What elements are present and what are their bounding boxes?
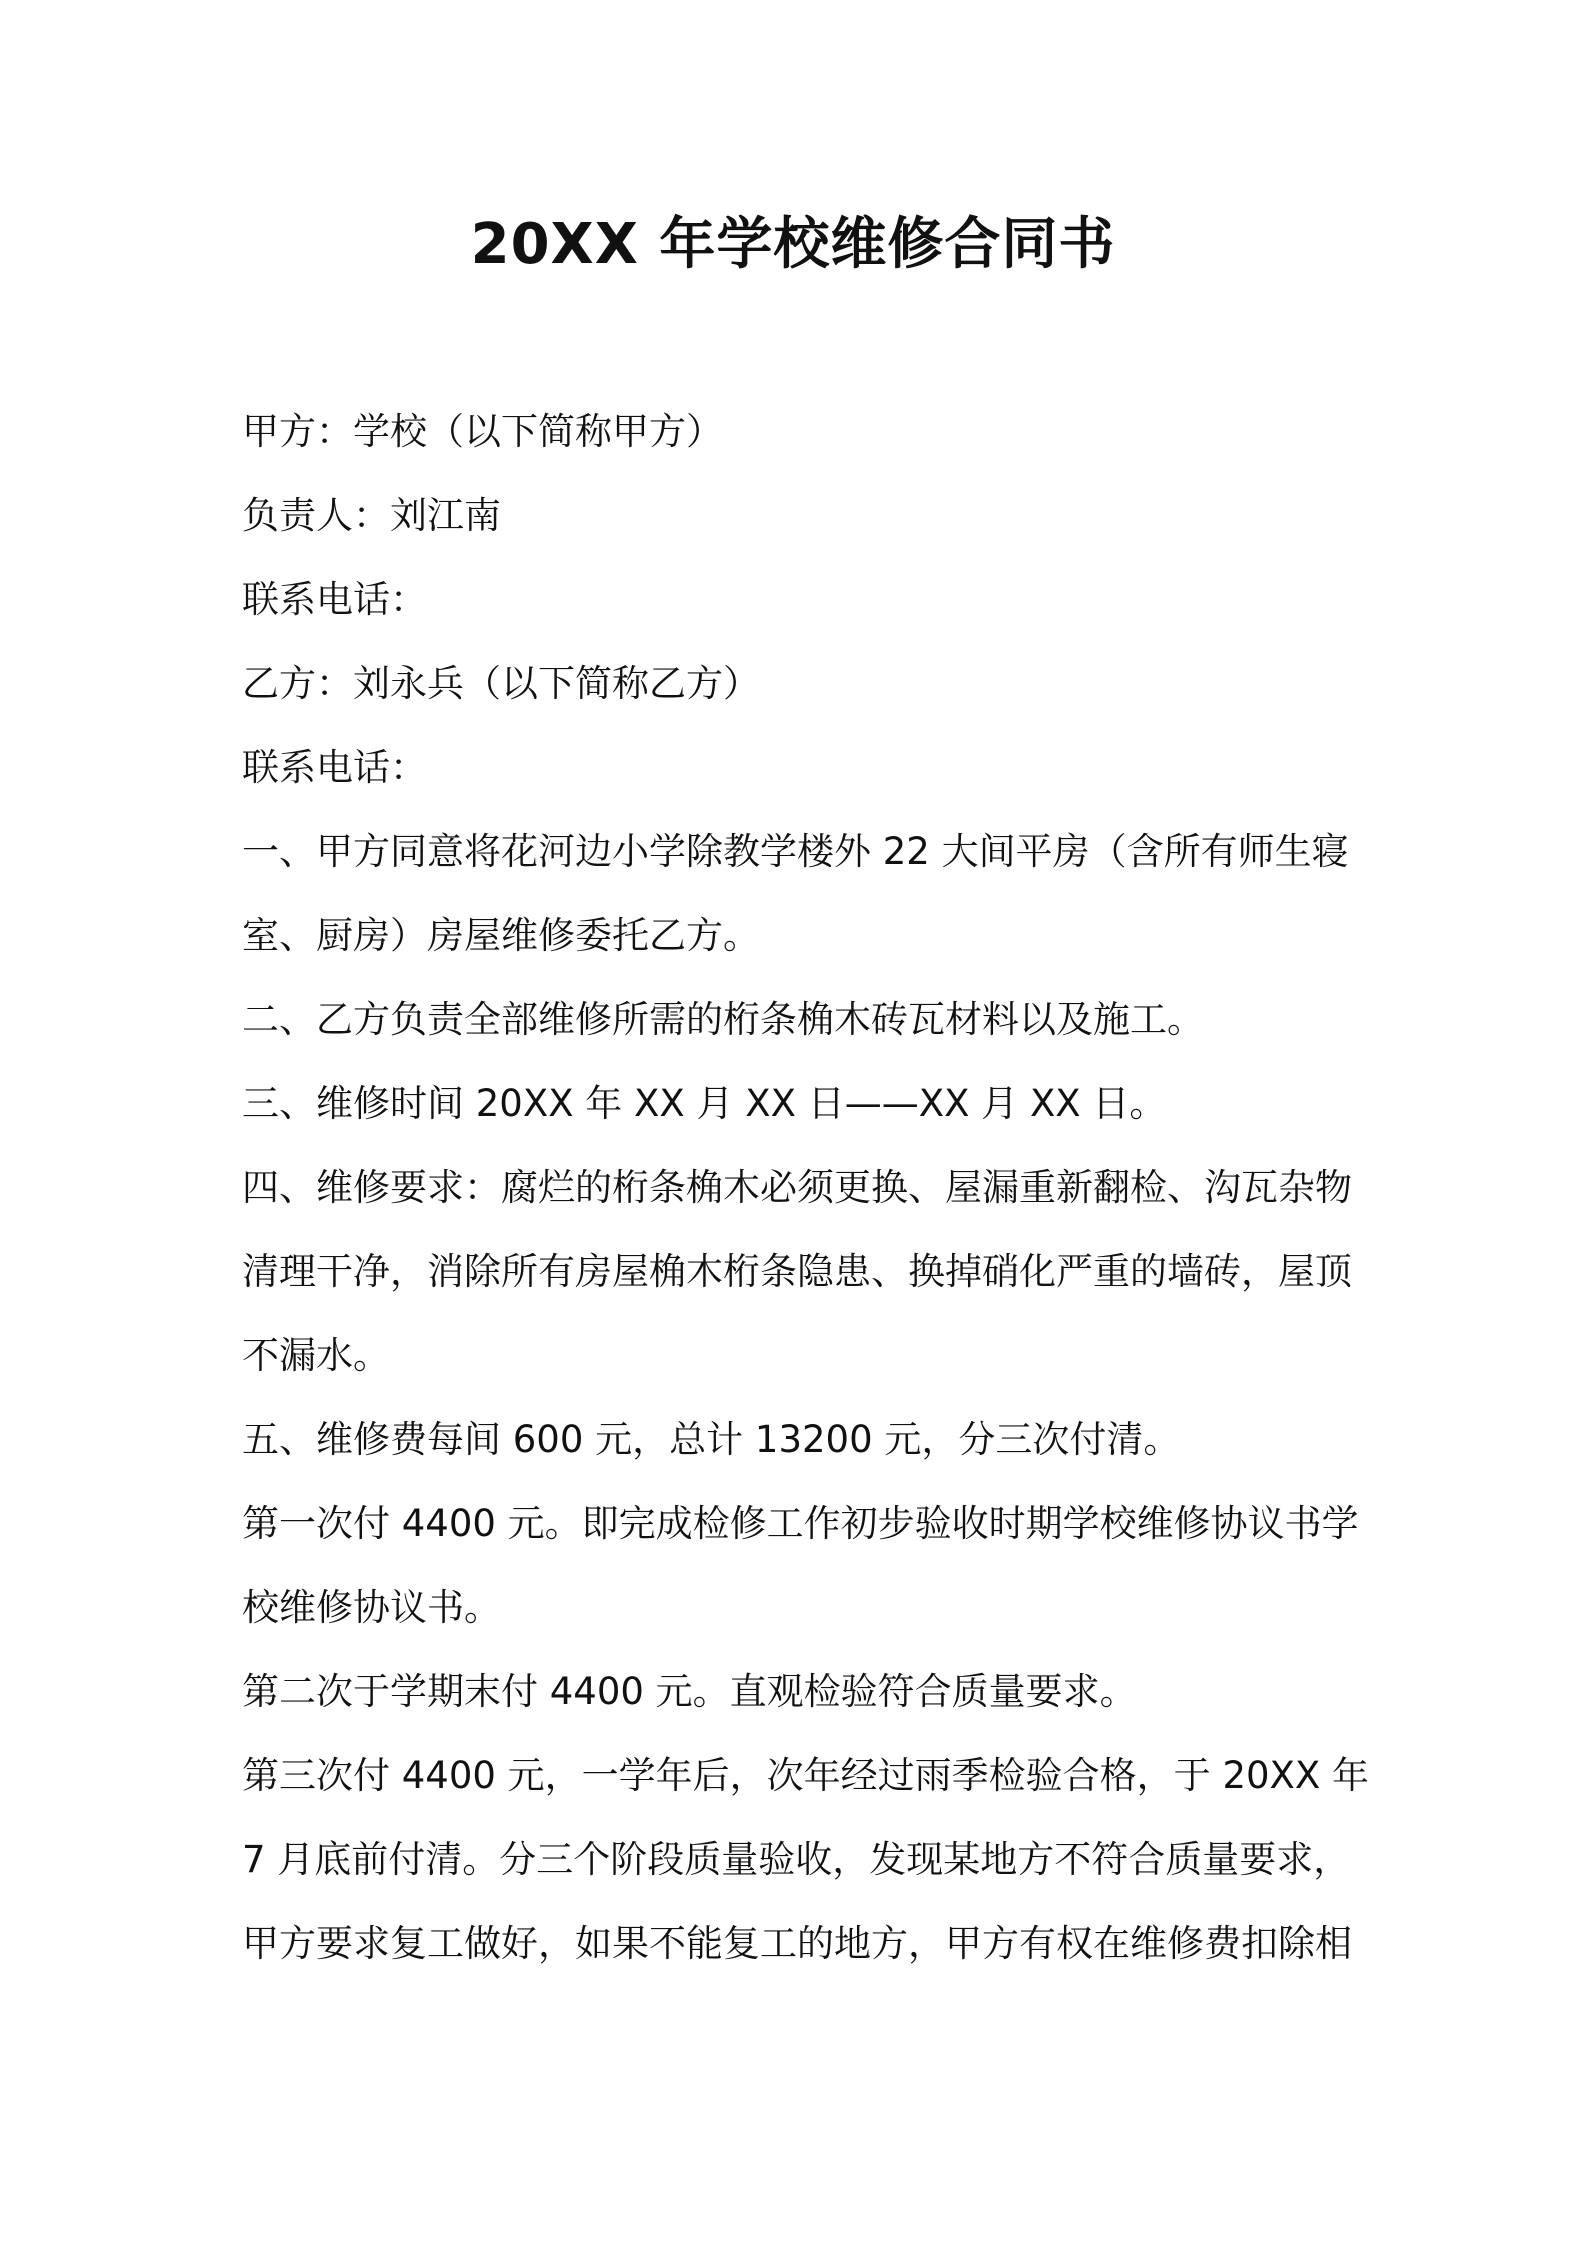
document-title: 20XX 年学校维修合同书	[470, 212, 1116, 277]
party-a-phone: 联系电话：	[242, 578, 427, 621]
document-body	[242, 402, 1369, 1998]
party-b-phone: 联系电话：	[242, 746, 427, 789]
clause-4-line-2: 清理干净，消除所有房屋桷木桁条隐患、换掉硝化严重的墙砖，屋顶	[242, 1250, 1352, 1293]
payment-3-line-3: 甲方要求复工做好，如果不能复工的地方，甲方有权在维修费扣除相	[242, 1922, 1352, 1965]
payment-3-line-1: 第三次付 4400 元，一学年后，次年经过雨季检验合格，于 20XX 年	[242, 1754, 1369, 1797]
payment-3-line-2: 7 月底前付清。分三个阶段质量验收，发现某地方不符合质量要求，	[242, 1838, 1351, 1881]
payment-2: 第二次于学期末付 4400 元。直观检验符合质量要求。	[242, 1670, 1137, 1713]
payment-1-line-2: 校维修协议书。	[242, 1586, 501, 1629]
clause-4-line-3: 不漏水。	[242, 1334, 390, 1377]
party-a-line: 甲方：学校（以下简称甲方）	[242, 410, 723, 453]
clause-2: 二、乙方负责全部维修所需的桁条桷木砖瓦材料以及施工。	[242, 998, 1204, 1041]
clause-3: 三、维修时间 20XX 年 XX 月 XX 日——XX 月 XX 日。	[242, 1082, 1167, 1125]
clause-1-line-1: 一、甲方同意将花河边小学除教学楼外 22 大间平房（含所有师生寝	[242, 830, 1349, 873]
party-b-line: 乙方：刘永兵（以下简称乙方）	[242, 662, 760, 705]
clause-4-line-1: 四、维修要求：腐烂的桁条桷木必须更换、屋漏重新翻检、沟瓦杂物	[242, 1166, 1352, 1209]
payment-1-line-1: 第一次付 4400 元。即完成检修工作初步验收时期学校维修协议书学	[242, 1502, 1359, 1545]
party-a-contact-person: 负责人：刘江南	[242, 494, 501, 537]
clause-1-line-2: 室、厨房）房屋维修委托乙方。	[242, 914, 760, 957]
clause-5: 五、维修费每间 600 元，总计 13200 元，分三次付清。	[242, 1418, 1181, 1461]
